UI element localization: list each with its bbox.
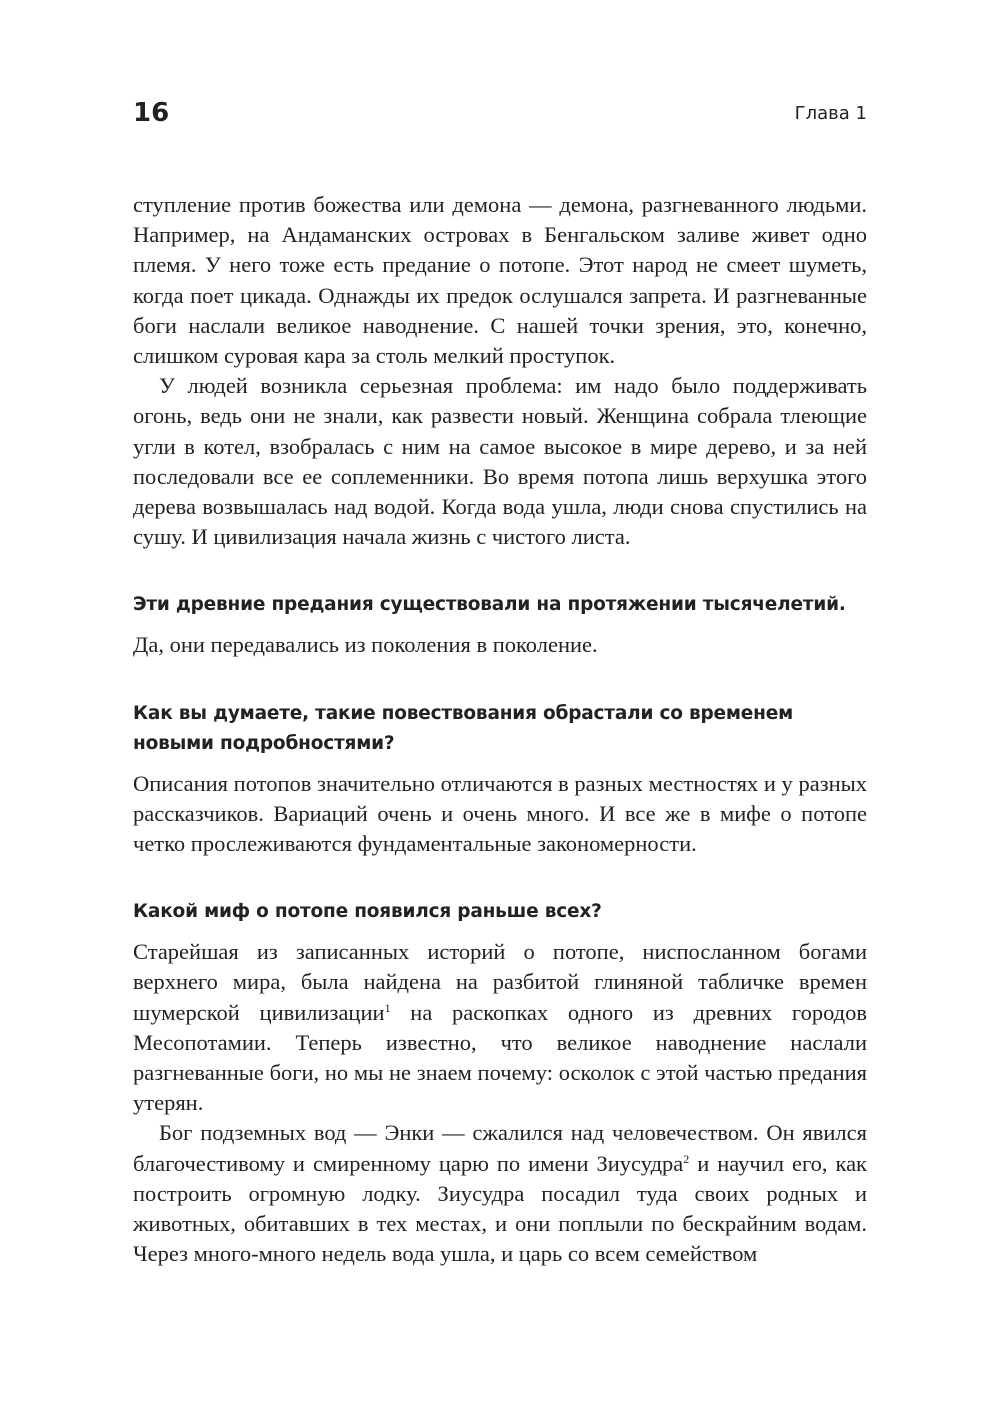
answer-earliest-myth-text-2: на раскопках одного из древних городов Месопотамии. Теперь известно, что великое наводнение наслали разгневанные боги, но мы не знаем почему: осколок с этой частью предания утерян.: [133, 999, 867, 1116]
page-body: [133, 190, 867, 1269]
chapter-title: Глава 1: [794, 103, 867, 124]
question-new-details: Как вы думаете, такие повествования обрастали со временем новыми подробностями?: [133, 702, 794, 754]
answer-earliest-myth-text-1: Старейшая из записанных историй о потопе, ниспосланном богами верхнего мира, была найдена на разбитой глиняной табличке времен шумерской цивилизации: [133, 939, 867, 1025]
paragraph-continuation: ступление против божества или демона — демона, разгневанного людьми. Например, на Андаманских островах в Бенгальском заливе живет одно племя. У него тоже есть предание о потопе. Этот народ не смеет шуметь, когда поет цикада. Однажды их предок ослушался запрета. И разгневанные боги наслали великое наводнение. С нашей точки зрения, это, конечно, слишком суровая кара за столь мелкий проступок.: [133, 192, 867, 369]
paragraph-fire: У людей возникла серьезная проблема: им надо было поддерживать огонь, ведь они не знали, как развести новый. Женщина собрала тлеющие угли в котел, взобралась с ним на самое высокое в мире дерево, и за ней последовали все ее соплеменники. Во время потопа лишь верхушка этого дерева возвышалась над водой. Когда вода ушла, люди снова спустились на сушу. И цивилизация начала жизнь с чистого листа.: [133, 373, 867, 550]
question-earliest-myth: Какой миф о потопе появился раньше всех?: [133, 901, 602, 923]
question-ancient-legends: Эти древние предания существовали на протяжении тысячелетий.: [133, 594, 846, 616]
footnote-ref-1: 1: [384, 1000, 391, 1015]
answer-new-details: Описания потопов значительно отличаются в разных местностях и у разных рассказчиков. Вариаций очень и очень много. И все же в мифе о потопе четко прослеживаются фундаментальные закономерности.: [133, 770, 867, 857]
answer-earliest-myth: [133, 937, 867, 1118]
page-number: 16: [133, 98, 170, 128]
footnote-ref-2: 2: [683, 1151, 690, 1166]
paragraph-enki: [133, 1118, 867, 1269]
paragraph-enki-text-1: Бог подземных вод — Энки — сжалился над человечеством. Он явился благочестивому и смиренному царю по имени Зиусудра: [133, 1120, 867, 1176]
paragraph-enki-text-2: и научил его, как построить огромную лодку. Зиусудра посадил туда своих родных и животных, обитавших в тех местах, и они поплыли по бескрайним водам. Через много-много недель вода ушла, и царь со всем семейством: [133, 1150, 867, 1267]
answer-ancient-legends: Да, они передавались из поколения в поколение.: [133, 632, 598, 658]
